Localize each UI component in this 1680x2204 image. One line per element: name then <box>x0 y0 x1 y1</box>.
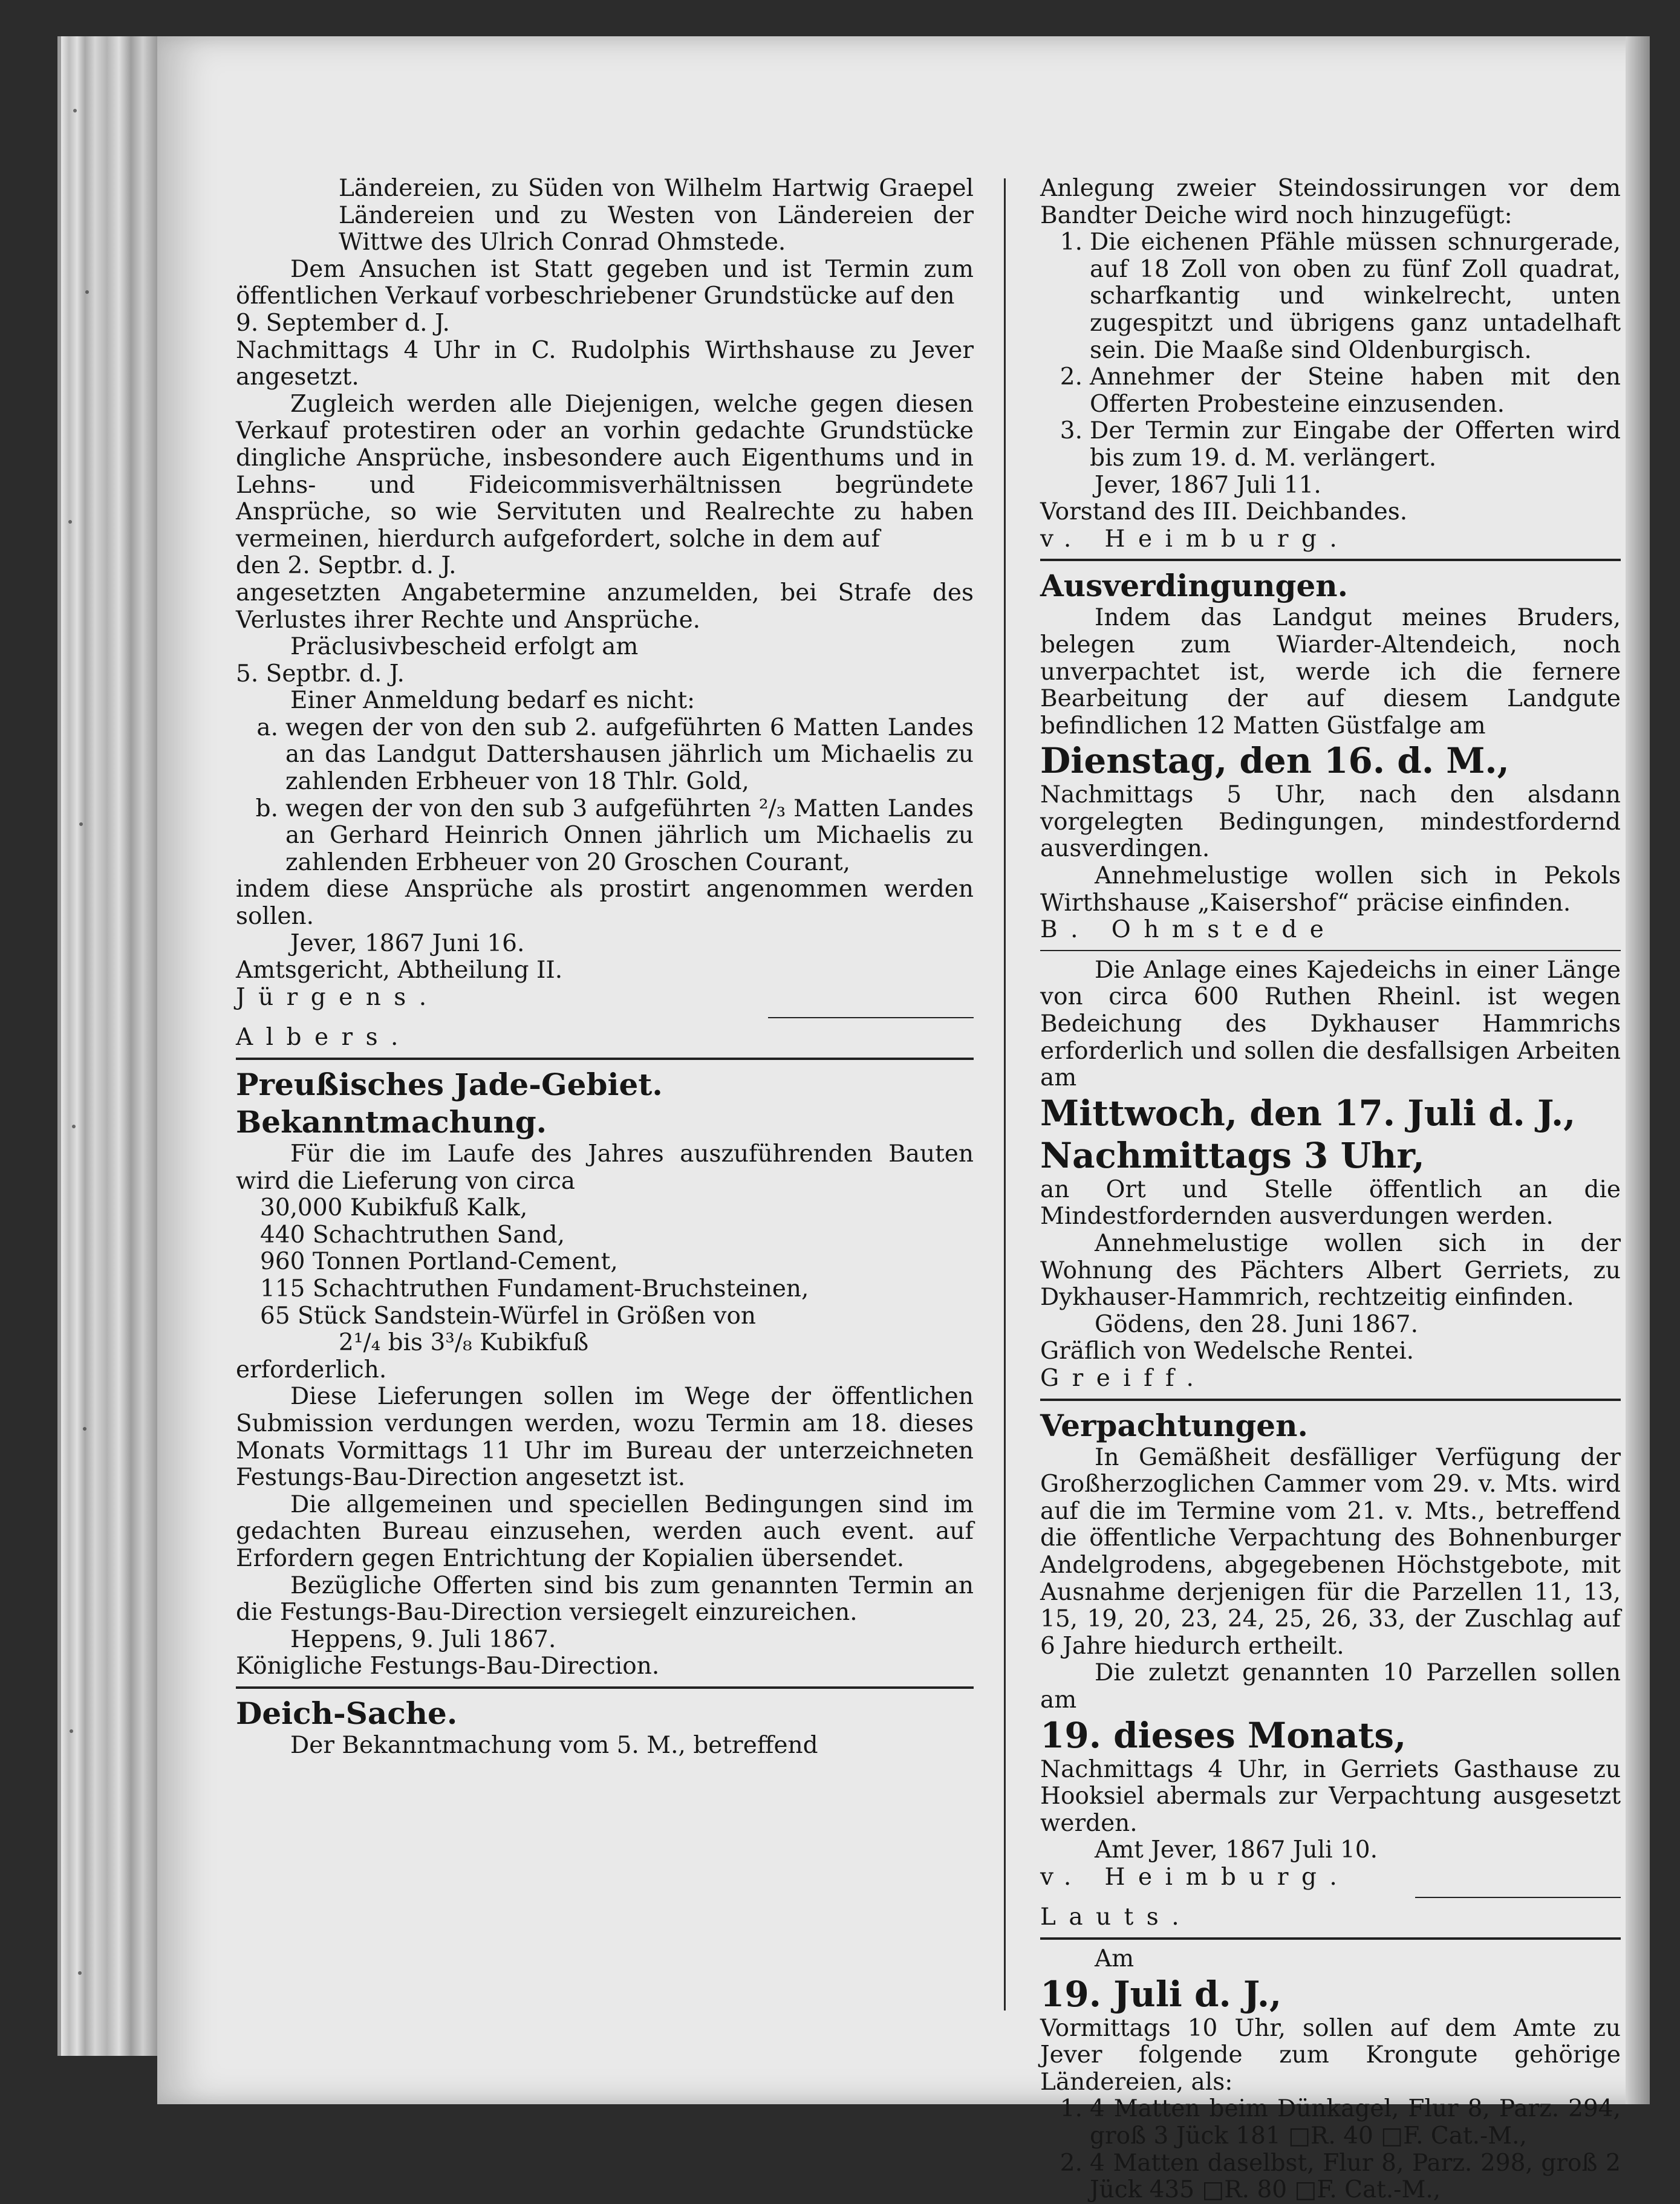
jade-offers: Bezügliche Offerten sind bis zum genannten Termin an die Festungs-Bau-Direction versiegelt einzureichen. <box>236 1572 974 1627</box>
verp-last: Die zuletzt genannten 10 Parzellen sollen am <box>1040 1659 1621 1714</box>
material-item: 115 Schachtruthen Fundament-Bruchsteinen, <box>260 1275 809 1302</box>
item-text: wegen der von den sub 3 aufgeführten ²/₃ Matten Landes an Gerhard Heinrich Onnen jährlich um Michaelis zu zahlenden Erbheuer von 20 Groschen Courant, <box>285 795 974 876</box>
kaje-time: Nachmittags 3 Uhr, <box>1040 1134 1425 1176</box>
kaje-office: Gräflich von Wedelsche Rentei. <box>1040 1338 1415 1365</box>
jade-required: erforderlich. <box>236 1356 387 1383</box>
materials-list <box>236 1195 974 1357</box>
section-rule <box>1040 1937 1621 1940</box>
ausv-heading: Ausverdingungen. <box>1040 568 1349 604</box>
item-text: 4 Matten daselbst, Flur 8, Parz. 298, groß 2 Jück 435 □R. 80 □F. Cat.-M., <box>1090 2149 1621 2204</box>
item-label: b. <box>255 795 278 822</box>
section-rule <box>1040 1399 1621 1401</box>
kaje-date: Mittwoch, den 17. Juli d. J., <box>1040 1092 1576 1134</box>
jade-submission: Diese Lieferungen sollen im Wege der öffentlichen Submission verdungen werden, wozu Termin am 18. dieses Monats Vormittags 11 Uhr im Bureau der unterzeichneten Festungs-Bau-Direction angesetzt ist. <box>236 1383 974 1492</box>
sale-place: Nachmittags 4 Uhr in C. Rudolphis Wirthshause zu Jever angesetzt. <box>236 336 974 391</box>
verp-signer: v. Heimburg. <box>1040 1863 1350 1891</box>
section-rule <box>1040 950 1621 951</box>
material-item: 440 Schachtruthen Sand, <box>260 1221 565 1249</box>
ausv-invite: Annehmelustige wollen sich in Pekols Wirthshause „Kaisershof“ präcise einfinden. <box>1040 862 1621 917</box>
am-text: Am <box>1095 1945 1135 1973</box>
deich-continuation: Anlegung zweier Steindossirungen vor dem Bandter Deiche wird noch hinzugefügt: <box>1040 175 1621 229</box>
kaje-text: Die Anlage eines Kajedeichs in einer Länge von circa 600 Ruthen Rheinl. ist wegen Bedeichung des Dykhauser Hammrichs erforderlich und sollen die desfallsigen Arbeiten am <box>1040 956 1621 1092</box>
item-number: 2. <box>1060 2149 1083 2177</box>
jade-place-date: Heppens, 9. Juli 1867. <box>290 1625 556 1653</box>
verp-place-date: Amt Jever, 1867 Juli 10. <box>1095 1836 1378 1864</box>
kaje-place: an Ort und Stelle öffentlich an die Mindestfordernden ausverdungen werden. <box>1040 1175 1621 1230</box>
section-rule <box>1040 559 1621 561</box>
jade-conditions: Die allgemeinen und speciellen Bedingungen sind im gedachten Bureau einzusehen, werden auch event. auf Erfordern gegen Entrichtung der Kopialien übersendet. <box>236 1490 974 1572</box>
column-divider <box>1004 178 1006 2011</box>
item-text: Der Termin zur Eingabe der Offerten wird bis zum 19. d. M. verlängert. <box>1090 417 1621 472</box>
jade-heading: Preußisches Jade-Gebiet. <box>236 1067 663 1102</box>
deich-intro: Der Bekanntmachung vom 5. M., betreffend <box>290 1731 818 1759</box>
verp-time: Nachmittags 4 Uhr, in Gerriets Gasthause zu Hooksiel abermals zur Verpachtung ausgesetzt werden. <box>1040 1755 1621 1837</box>
right-column <box>1040 175 1621 2204</box>
juli-text: Vormittags 10 Uhr, sollen auf dem Amte zu Jever folgende zum Krongute gehörige Ländereien, als: <box>1040 2014 1621 2096</box>
court-signer: Jürgens. <box>236 983 440 1011</box>
material-item: 30,000 Kubikfuß Kalk, <box>260 1194 528 1222</box>
section-rule <box>236 1686 974 1689</box>
jade-intro: Für die im Laufe des Jahres auszuführenden Bauten wird die Lieferung von circa <box>236 1140 974 1195</box>
section-rule <box>236 1058 974 1060</box>
signature-rule <box>768 1017 974 1018</box>
item-number: 1. <box>1060 2095 1083 2123</box>
page-gutter-shadow <box>1626 36 1650 2104</box>
court-clerk: Albers. <box>236 1024 411 1052</box>
verp-heading: Verpachtungen. <box>1040 1407 1308 1443</box>
jade-direction: Königliche Festungs-Bau-Direction. <box>236 1653 660 1680</box>
kaje-city-date: Gödens, den 28. Juni 1867. <box>1095 1310 1418 1338</box>
numbered-item <box>1040 364 1621 418</box>
ausv-signer: B. Ohmstede <box>1040 916 1337 944</box>
land-item-list <box>1040 2096 1621 2203</box>
exemption-item-a <box>236 715 974 796</box>
material-item: 960 Tonnen Portland-Cement, <box>260 1248 618 1276</box>
item-number: 1. <box>1060 229 1083 256</box>
ausv-date: Dienstag, den 16. d. M., <box>1040 740 1509 782</box>
item-text: Annehmer der Steine haben mit den Offerten Probesteine einzusenden. <box>1090 363 1621 418</box>
court-name: Amtsgericht, Abtheilung II. <box>236 957 563 984</box>
kaje-invite: Annehmelustige wollen sich in der Wohnung des Pächters Albert Gerriets, zu Dykhauser-Hammrich, rechtzeitig einfinden. <box>1040 1230 1621 1312</box>
numbered-item <box>1040 2150 1621 2204</box>
item-text: 4 Matten beim Dünkagel, Flur 8, Parz. 294, groß 3 Jück 181 □R. 40 □F. Cat.-M., <box>1090 2095 1621 2150</box>
item-label: a. <box>256 714 278 741</box>
protest-date: den 2. Septbr. d. J. <box>236 552 457 580</box>
deich-board: Vorstand des III. Deichbandes. <box>1040 498 1408 526</box>
deich-item-list <box>1040 229 1621 472</box>
juli-date: 19. Juli d. J., <box>1040 1973 1282 2015</box>
numbered-item <box>1040 418 1621 472</box>
ausv-text: Indem das Landgut meines Bruders, belegen zum Wiarder-Altendeich, noch unverpachtet ist, werde ich die fernere Bearbeitung der auf diesem Landgute befindlichen 12 Matten Güstfalge am <box>1040 604 1621 740</box>
exemption-item-b <box>236 796 974 877</box>
material-item: 65 Stück Sandstein-Würfel in Größen von <box>260 1302 757 1330</box>
court-place-date: Jever, 1867 Juni 16. <box>290 929 525 957</box>
deich-heading: Deich-Sache. <box>236 1695 458 1731</box>
deich-place-date: Jever, 1867 Juli 11. <box>1095 471 1321 499</box>
no-filing-text: Einer Anmeldung bedarf es nicht: <box>290 687 695 715</box>
land-boundary-text: Ländereien, zu Süden von Wilhelm Hartwig Graepel Ländereien und zu Westen von Ländereien der Wittwe des Ulrich Conrad Ohmstede. <box>339 175 974 256</box>
verp-text: In Gemäßheit desfälliger Verfügung der Großherzoglichen Cammer vom 29. v. Mts. wird auf die im Termine vom 21. v. Mts., betreffend die öffentliche Verpachtung des Bohnenburger Andelgrodens, abgegebenen Höchstgebote, mit Ausnahme derjenigen für die Parzellen 11, 13, 15, 19, 20, 23, 24, 25, 26, 33, der Zuschlag auf 6 Jahre hiedurch ertheilt. <box>1040 1443 1621 1660</box>
sale-date: 9. September d. J. <box>236 309 450 337</box>
item-text: Die eichenen Pfähle müssen schnurgerade, auf 18 Zoll von oben zu fünf Zoll quadrat, scharfkantig und winkelrecht, unten zugespitzt und übrigens ganz untadelhaft sein. Die Maaße sind Oldenburgisch. <box>1090 229 1621 364</box>
ausv-time: Nachmittags 5 Uhr, nach den alsdann vorgelegten Bedingungen, mindestfordernd ausverdingen. <box>1040 781 1621 863</box>
verp-clerk: Lauts. <box>1040 1903 1193 1931</box>
item-number: 3. <box>1060 417 1083 445</box>
signature-rule <box>1415 1897 1621 1898</box>
numbered-item <box>1040 2096 1621 2150</box>
kaje-signer: Greiff. <box>1040 1364 1207 1392</box>
protest-end: angesetzten Angabetermine anzumelden, bei Strafe des Verlustes ihrer Rechte und Ansprüche. <box>236 579 974 634</box>
praeclusiv-date: 5. Septbr. d. J. <box>236 660 405 688</box>
book-page-edges <box>57 36 161 2056</box>
jade-subheading: Bekanntmachung. <box>236 1104 547 1140</box>
verp-date: 19. dieses Monats, <box>1040 1714 1407 1756</box>
left-column <box>236 175 974 1759</box>
praeclusiv-text: Präclusivbescheid erfolgt am <box>290 633 639 661</box>
item-number: 2. <box>1060 363 1083 391</box>
numbered-item <box>1040 229 1621 364</box>
deich-signer: v. Heimburg. <box>1040 525 1350 553</box>
items-end: indem diese Ansprüche als prostirt angenommen werden sollen. <box>236 876 974 931</box>
protest-notice: Zugleich werden alle Diejenigen, welche gegen diesen Verkauf protestiren oder an vorhin gedachte Grundstücke dingliche Ansprüche, insbesondere auch Eigenthums und in Lehns- und Fideicommisverhältnissen begründete Ansprüche, so wie Servituten und Realrechte zu haben vermeinen, hierdurch aufgefordert, solche in dem auf <box>236 390 974 553</box>
material-item: 2¹/₄ bis 3³/₈ Kubikfuß <box>339 1329 589 1357</box>
item-text: wegen der von den sub 2. aufgeführten 6 Matten Landes an das Landgut Dattershausen jährlich um Michaelis zu zahlenden Erbheuer von 18 Thlr. Gold, <box>285 714 974 796</box>
sale-term-intro: Dem Ansuchen ist Statt gegeben und ist Termin zum öffentlichen Verkauf vorbeschriebener Grundstücke auf den <box>236 255 974 310</box>
